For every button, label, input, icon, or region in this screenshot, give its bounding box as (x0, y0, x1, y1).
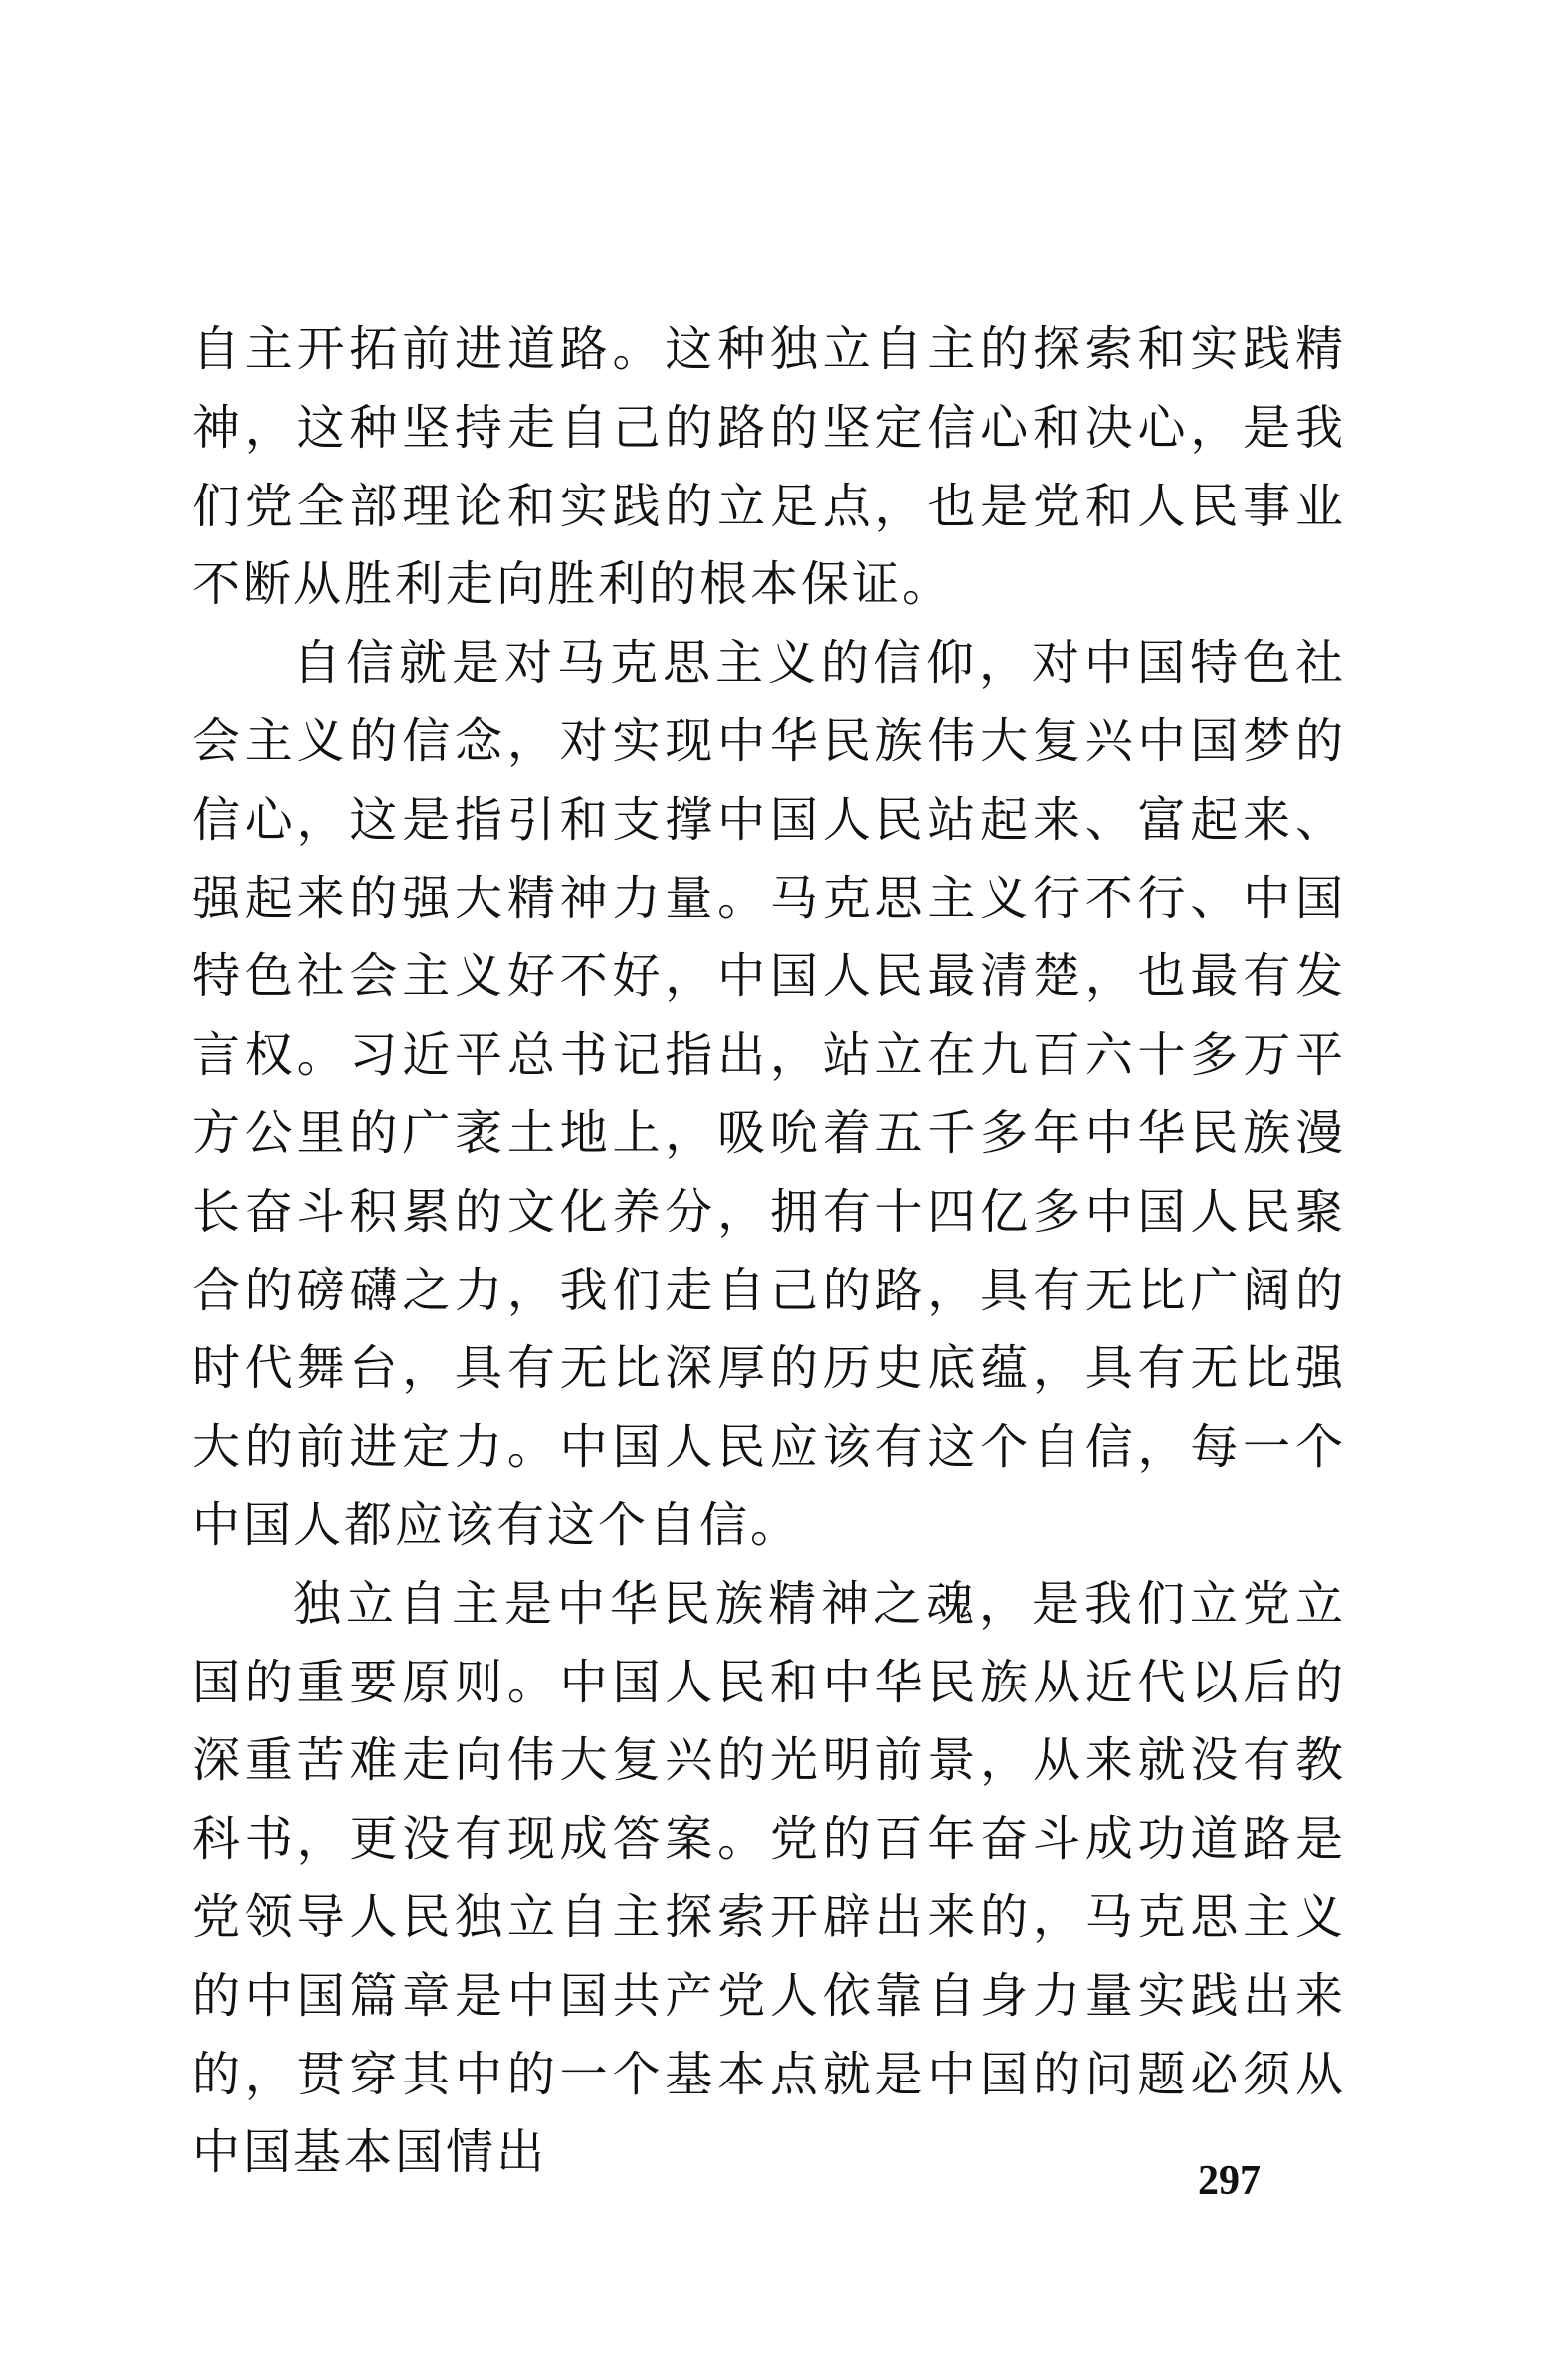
page-number: 297 (1198, 2158, 1261, 2204)
paragraph-3: 独立自主是中华民族精神之魂，是我们立党立国的重要原则。中国人民和中华民族从近代以后的深重苦难走向伟大复兴的光明前景，从来就没有教科书，更没有现成答案。党的百年奋斗成功道路是党领导人民独立自主探索开辟出来的，马克思主义的中国篇章是中国共产党人依靠自身力量实践出来的，贯穿其中的一个基本点就是中国的问题必须从中国基本国情出 (192, 1575, 1346, 2181)
paragraph-1: 自主开拓前进道路。这种独立自主的探索和实践精神，这种坚持走自己的路的坚定信心和决心，是我们党全部理论和实践的立足点，也是党和人民事业不断从胜利走向胜利的根本保证。 (192, 321, 1346, 613)
paragraph-2: 自信就是对马克思主义的信仰，对中国特色社会主义的信念，对实现中华民族伟大复兴中国梦的信心，这是指引和支撑中国人民站起来、富起来、强起来的强大精神力量。马克思主义行不行、中国特色社会主义好不好，中国人民最清楚，也最有发言权。习近平总书记指出，站立在九百六十多万平方公里的广袤土地上，吸吮着五千多年中华民族漫长奋斗积累的文化养分，拥有十四亿多中国人民聚合的磅礴之力，我们走自己的路，具有无比广阔的时代舞台，具有无比深厚的历史底蕴，具有无比强大的前进定力。中国人民应该有这个自信，每一个中国人都应该有这个自信。 (192, 635, 1346, 1553)
body-text (192, 310, 1346, 2192)
